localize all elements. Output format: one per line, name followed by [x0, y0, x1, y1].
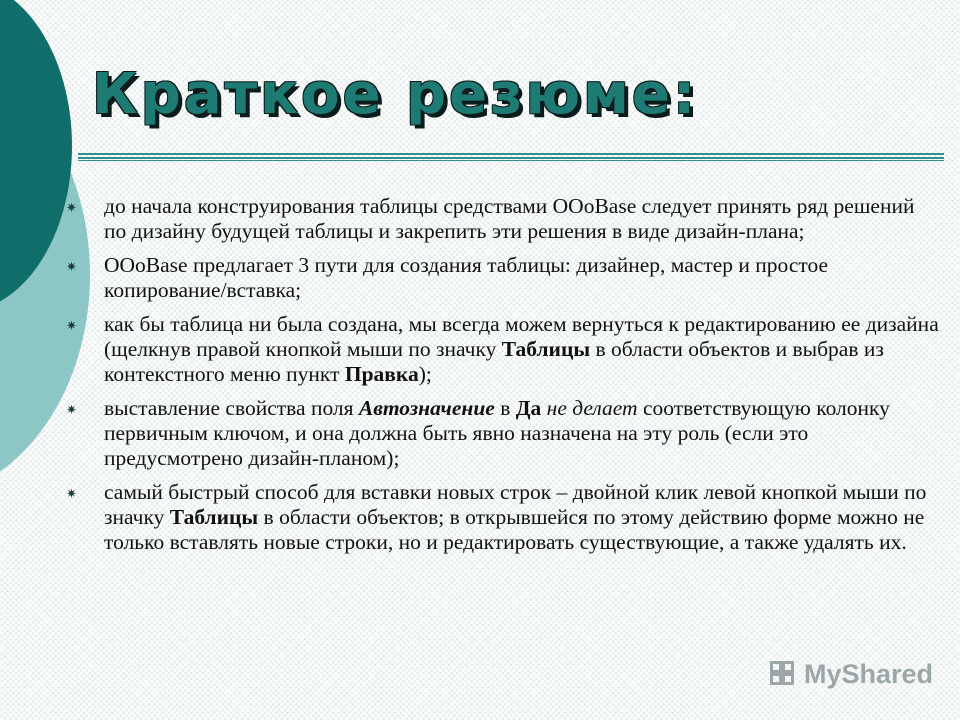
- bullet-text-run: Таблицы: [169, 505, 259, 529]
- slide-title: Краткое резюме:: [92, 62, 699, 127]
- watermark-logo: [768, 656, 933, 692]
- star-bullet-icon: ✷: [66, 259, 77, 274]
- star-bullet-icon: ✷: [66, 402, 77, 417]
- bullet-text-run: OOoBase предлагает 3 пути для создания таблицы: дизайнер, мастер и простое копирование/вставка;: [104, 253, 829, 302]
- bullet-text-run: Да: [515, 396, 542, 420]
- bullet-text-run: в области объектов и выбрав из контекстного меню пункт: [104, 337, 884, 386]
- myshared-logo-icon: [768, 659, 798, 689]
- watermark-text: MyShared: [804, 658, 934, 689]
- bullet-item: [62, 396, 940, 471]
- bullet-list: [62, 194, 940, 564]
- bullet-text-run: );: [418, 362, 432, 386]
- bullet-text-run: в: [494, 396, 516, 420]
- bullet-text-run: в области объектов; в открывшейся по этому действию форме можно не только вставлять новые строки, но и редактировать существующие, а также удалять их.: [104, 505, 925, 554]
- bullet-text-run: Таблицы: [501, 337, 591, 361]
- star-bullet-icon: ✷: [66, 486, 77, 501]
- star-bullet-icon: ✷: [66, 200, 77, 215]
- bullet-text-run: как бы таблица ни была создана, мы всегда можем вернуться к редактированию ее дизайна (щелкнув правой кнопкой мыши по значку: [104, 312, 939, 361]
- bullet-item: [62, 253, 940, 303]
- bullet-item: [62, 480, 940, 555]
- bullet-text-run: Автозначение: [358, 396, 495, 420]
- bullet-text-run: выставление свойства поля: [104, 396, 359, 420]
- star-bullet-icon: ✷: [66, 318, 77, 333]
- bullet-text-run: до начала конструирования таблицы средствами OOoBase следует принять ряд решений по дизайну будущей таблицы и закрепить эти решения в виде дизайн-плана;: [104, 194, 915, 243]
- bullet-text-run: не делает: [546, 396, 638, 420]
- bullet-item: [62, 312, 940, 387]
- bullet-text-run: соответствующую колонку первичным ключом, и она должна быть явно назначена на эту роль (если это предусмотрено дизайн-планом);: [104, 396, 890, 470]
- bullet-item: [62, 194, 940, 244]
- bullet-text-run: самый быстрый способ для вставки новых строк – двойной клик левой кнопкой мыши по значку: [104, 480, 927, 529]
- bullet-text-run: Правка: [344, 362, 419, 386]
- title-underline: [78, 153, 944, 162]
